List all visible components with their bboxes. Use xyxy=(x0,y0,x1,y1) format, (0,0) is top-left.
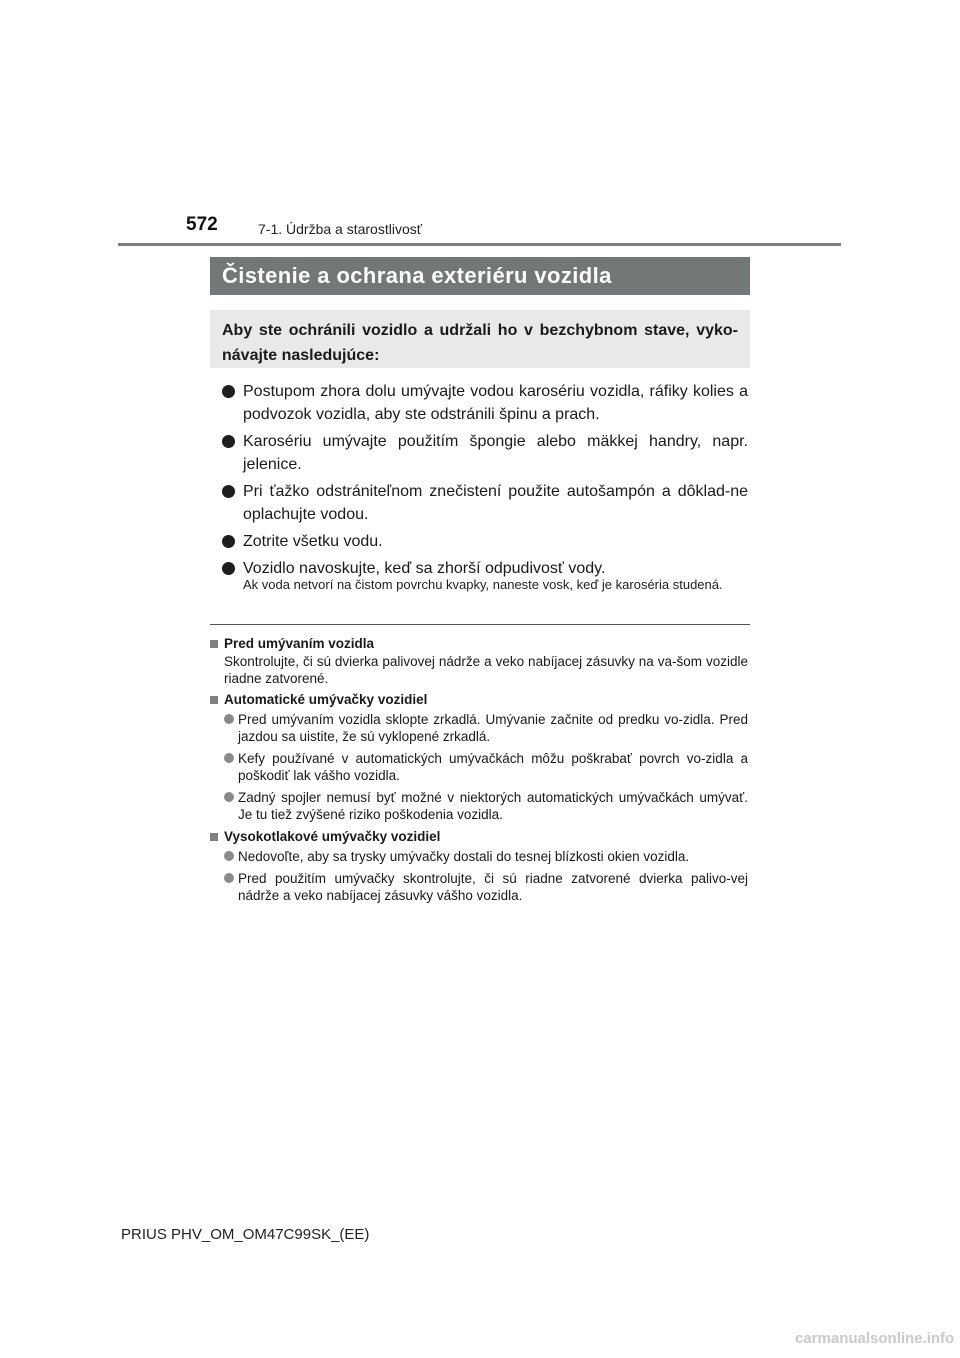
note-heading: Vysokotlakové umývačky vozidiel xyxy=(210,828,748,846)
list-item: Postupom zhora dolu umývajte vodou karosériu vozidla, ráfiky kolies a podvozok vozidla, aby ste odstránili špinu a prach. xyxy=(222,380,748,426)
square-bullet-icon xyxy=(210,696,218,704)
notes-section xyxy=(210,632,748,909)
note-heading: Pred umývaním vozidla xyxy=(210,635,748,653)
bullet-icon xyxy=(224,792,234,802)
header-rule xyxy=(118,243,841,246)
section-reference: 7-1. Údržba a starostlivosť xyxy=(258,221,422,237)
list-item: Pred použitím umývačky skontrolujte, či sú riadne zatvorené dvierka palivo-vej nádrže a veko nabíjacej zásuvky vášho vozidla. xyxy=(210,870,748,904)
list-item: Kefy používané v automatických umývačkách môžu poškrabať povrch vo-zidla a poškodiť lak vášho vozidla. xyxy=(210,750,748,784)
bullet-icon xyxy=(222,435,235,448)
list-item: Vozidlo navoskujte, keď sa zhorší odpudivosť vody. xyxy=(222,557,748,580)
list-item: Zotrite všetku vodu. xyxy=(222,530,748,553)
square-bullet-icon xyxy=(210,833,218,841)
document-id: PRIUS PHV_OM_OM47C99SK_(EE) xyxy=(121,1226,370,1243)
note-text: Skontrolujte, či sú dvierka palivovej nádrže a veko nabíjacej zásuvky na va-šom vozidle riadne zatvorené. xyxy=(224,654,748,686)
instruction-list xyxy=(222,380,748,584)
bullet-icon xyxy=(222,535,235,548)
section-divider xyxy=(210,624,750,625)
bullet-icon xyxy=(222,485,235,498)
list-item: Karosériu umývajte použitím špongie alebo mäkkej handry, napr. jelenice. xyxy=(222,430,748,476)
note-sub-list xyxy=(210,848,748,904)
bullet-icon xyxy=(224,873,234,883)
bullet-note: Ak voda netvorí na čistom povrchu kvapky, naneste vosk, keď je karoséria studená. xyxy=(243,577,723,592)
list-item: Zadný spojler nemusí byť možné v niektorých automatických umývačkách umývať. Je tu tiež zvýšené riziko poškodenia vozidla. xyxy=(210,789,748,823)
note-sub-list xyxy=(210,711,748,823)
bullet-icon xyxy=(222,385,235,398)
list-item: Pri ťažko odstrániteľnom znečistení použite autošampón a dôklad-ne oplachujte vodou. xyxy=(222,480,748,526)
bullet-icon xyxy=(224,714,234,724)
watermark: carmanualsonline.info xyxy=(795,1330,955,1347)
list-item: Pred umývaním vozidla sklopte zrkadlá. Umývanie začnite od predku vo-zidla. Pred jazdou sa uistite, že sú vyklopené zrkadlá. xyxy=(210,711,748,745)
note-heading: Automatické umývačky vozidiel xyxy=(210,691,748,709)
square-bullet-icon xyxy=(210,640,218,648)
list-item: Nedovoľte, aby sa trysky umývačky dostali do tesnej blízkosti okien vozidla. xyxy=(210,848,748,865)
page-title: Čistenie a ochrana exteriéru vozidla xyxy=(210,257,750,295)
intro-box: Aby ste ochránili vozidlo a udržali ho v bezchybnom stave, vyko-návajte nasledujúce: xyxy=(210,310,750,368)
bullet-icon xyxy=(222,562,235,575)
page-number: 572 xyxy=(186,214,218,235)
bullet-icon xyxy=(224,753,234,763)
bullet-icon xyxy=(224,851,234,861)
